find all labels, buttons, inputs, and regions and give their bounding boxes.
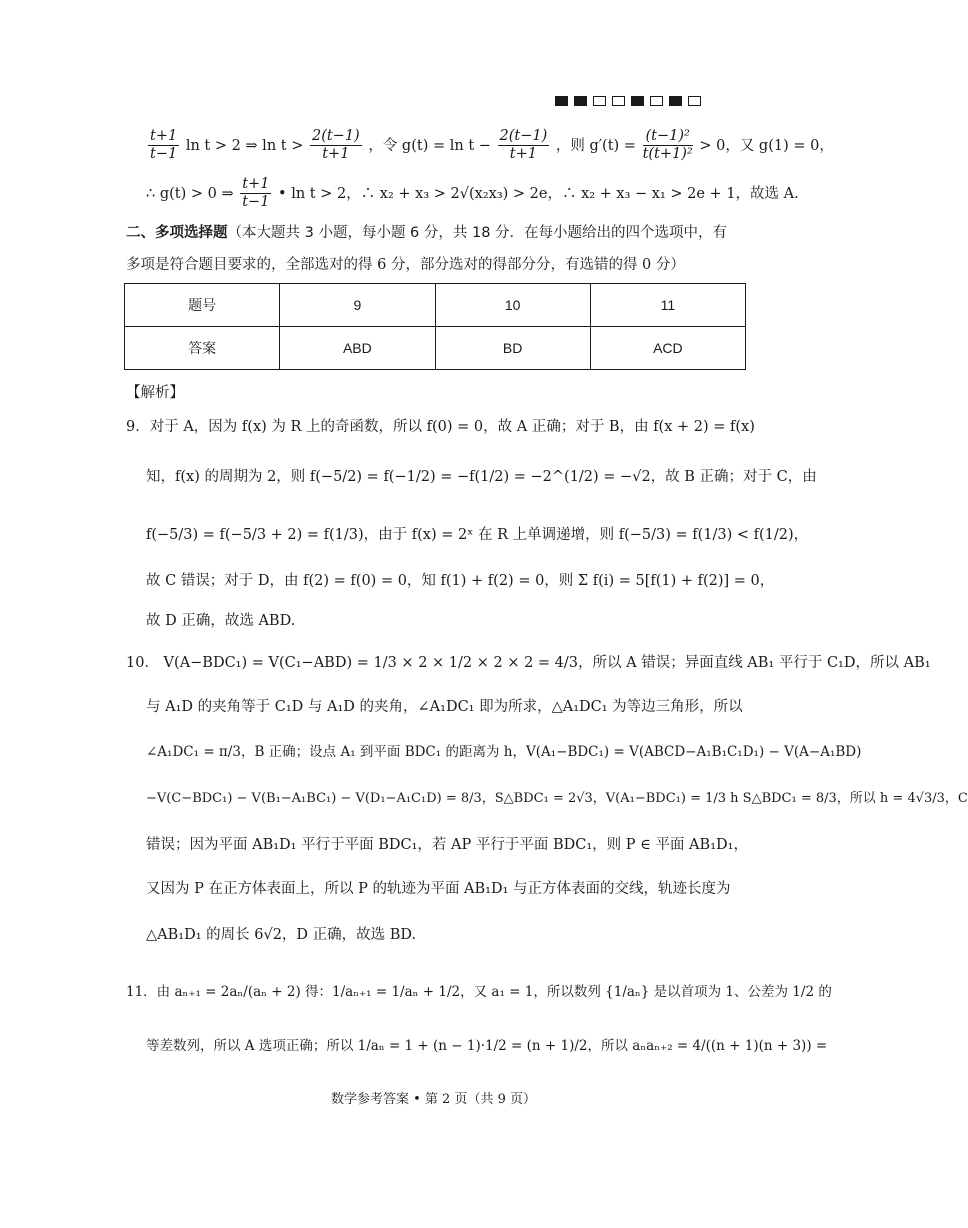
page-mark: [650, 96, 663, 106]
page-footer: 数学参考答案 • 第 2 页（共 9 页）: [330, 1092, 536, 1107]
section-title: 二、多项选择题: [126, 225, 228, 241]
page-mark: [631, 96, 644, 106]
q10-line: 10． V(A−BDC₁) = V(C₁−ABD) = 1/3 × 2 × 1/2 × 2 × 2 = 4/3，所以 A 错误；异面直线 AB₁ 平行于 C₁D，所以 AB₁: [126, 655, 931, 671]
q10-line: 与 A₁D 的夹角等于 C₁D 与 A₁D 的夹角，∠A₁DC₁ 即为所求，△A₁DC₁ 为等边三角形，所以: [146, 699, 743, 715]
q9-line: f(−5/3) = f(−5/3 + 2) = f(1/3)，由于 f(x) = 2ˣ 在 R 上单调递增，则 f(−5/3) = f(1/3) < f(1/2)，: [146, 527, 809, 543]
q10-line: −V(C−BDC₁) − V(B₁−A₁BC₁) − V(D₁−A₁C₁D) = 8/3，S△BDC₁ = 2√3，V(A₁−BDC₁) = 1/3 h S△BDC₁ = 8/3，所以 h = 4√3/3，C: [146, 791, 968, 806]
q9-line: 知，f(x) 的周期为 2，则 f(−5/2) = f(−1/2) = −f(1/2) = −2^(1/2) = −√2，故 B 正确；对于 C，由: [146, 469, 817, 485]
top-text: > 0，又 g(1) = 0，: [699, 137, 834, 154]
top-line-2: ∴ g(t) > 0 ⇒ $\frac{t+1}{t-1}$ • ln t > 2，∴ x₂ + x₃ > 2√(x₂x₃) > 2e，∴ x₂ + x₃ − x₁ > 2e + 1，故选 A.: [146, 176, 799, 211]
top-line-1: $\frac{t+1}{t-1}$ ln t > 2 ⇒ ln t > $\frac{2(t-1)}{t+1}$ ，令 g(t) = ln t − $\frac{2(t-1)}{t+1}$ ，则 g′(t) = $\frac{\text{(t−1)²}}{\text{t(t+1)²}}$ > 0，又 g(1) = 0，: [150, 128, 834, 163]
q10-line: 错误；因为平面 AB₁D₁ 平行于平面 BDC₁，若 AP 平行于平面 BDC₁，则 P ∈ 平面 AB₁D₁，: [146, 837, 748, 853]
q9-line: 故 D 正确，故选 ABD.: [146, 613, 296, 629]
table-cell: 10: [435, 284, 590, 327]
top-text: ，令 g(t) = ln t −: [368, 137, 491, 154]
table-cell: 11: [590, 284, 745, 327]
page-marks: [555, 96, 701, 106]
top-text: ln t > 2 ⇒ ln t >: [185, 137, 304, 154]
table-cell: 题号: [125, 284, 280, 327]
answer-table: [124, 283, 746, 370]
table-cell: ACD: [590, 327, 745, 370]
page-mark: [612, 96, 625, 106]
top-text: ，则 g′(t) =: [555, 137, 636, 154]
q9-line: 故 C 错误；对于 D，由 f(2) = f(0) = 0，知 f(1) + f(2) = 0，则 Σ f(i) = 5[f(1) + f(2)] = 0，: [146, 573, 775, 589]
page-mark: [593, 96, 606, 106]
table-row: [125, 327, 746, 370]
q10-line: ∠A₁DC₁ = π/3，B 正确；设点 A₁ 到平面 BDC₁ 的距离为 h，V(A₁−BDC₁) = V(ABCD−A₁B₁C₁D₁) − V(A−A₁BD): [146, 744, 862, 760]
q11-line: 11．由 aₙ₊₁ = 2aₙ/(aₙ + 2) 得：1/aₙ₊₁ = 1/aₙ + 1/2，又 a₁ = 1，所以数列 {1/aₙ} 是以首项为 1、公差为 1/2 的: [126, 984, 832, 1000]
table-row: [125, 284, 746, 327]
q10-line: 又因为 P 在正方体表面上，所以 P 的轨迹为平面 AB₁D₁ 与正方体表面的交线，轨迹长度为: [146, 881, 731, 897]
q9-line: 9．对于 A，因为 f(x) 为 R 上的奇函数，所以 f(0) = 0，故 A 正确；对于 B，由 f(x + 2) = f(x): [126, 419, 755, 435]
top-text: ∴ g(t) > 0 ⇒: [146, 185, 234, 202]
page-mark: [555, 96, 568, 106]
page-mark: [574, 96, 587, 106]
table-cell: BD: [435, 327, 590, 370]
top-text: • ln t > 2，∴ x₂ + x₃ > 2√(x₂x₃) > 2e，∴ x₂ + x₃ − x₁ > 2e + 1，故选 A.: [278, 185, 799, 202]
section-desc-line-2: [126, 258, 685, 273]
table-cell: ABD: [280, 327, 435, 370]
table-cell: 9: [280, 284, 435, 327]
page-mark: [688, 96, 701, 106]
analysis-label: 【解析】: [126, 385, 184, 401]
section-desc: （本大题共 3 小题，每小题 6 分，共 18 分．在每小题给出的四个选项中，有: [227, 225, 728, 241]
section-heading: [126, 226, 727, 241]
q11-line: 等差数列，所以 A 选项正确；所以 1/aₙ = 1 + (n − 1)·1/2 = (n + 1)/2，所以 aₙaₙ₊₂ = 4/((n + 1)(n + 3)) =: [146, 1038, 828, 1054]
q10-line: △AB₁D₁ 的周长 6√2，D 正确，故选 BD.: [146, 927, 417, 943]
section-desc: 多项是符合题目要求的，全部选对的得 6 分，部分选对的得部分分，有选错的得 0 分）: [126, 257, 685, 273]
table-cell: 答案: [125, 327, 280, 370]
page-mark: [669, 96, 682, 106]
